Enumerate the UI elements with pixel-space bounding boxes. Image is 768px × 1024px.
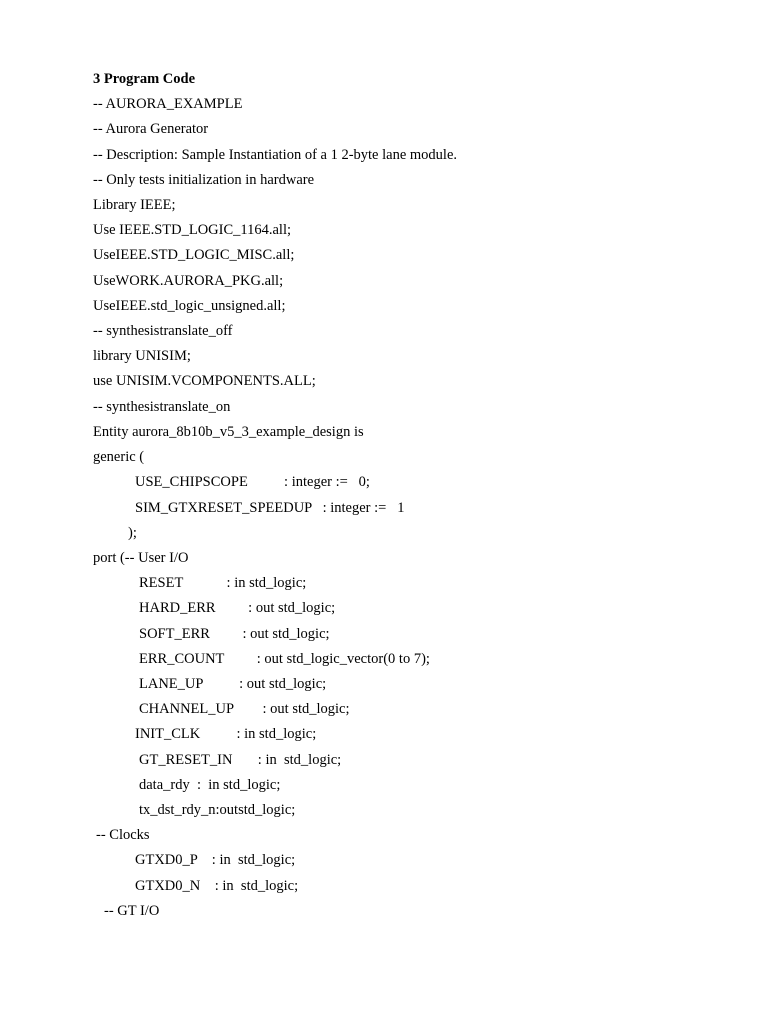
code-line: LANE_UP : out std_logic; — [139, 676, 327, 692]
code-line: library UNISIM; — [93, 348, 191, 364]
code-line: HARD_ERR : out std_logic; — [139, 600, 336, 616]
code-line: -- Clocks — [96, 827, 150, 843]
code-line: -- synthesistranslate_off — [93, 323, 233, 339]
code-line: Library IEEE; — [93, 197, 176, 213]
code-line: GT_RESET_IN : in std_logic; — [139, 752, 342, 768]
code-line: -- AURORA_EXAMPLE — [93, 96, 243, 112]
code-line: Entity aurora_8b10b_v5_3_example_design is — [93, 424, 364, 440]
section-heading: 3 Program Code — [93, 71, 196, 87]
code-line: generic ( — [93, 449, 145, 465]
code-line: USE_CHIPSCOPE : integer := 0; — [135, 474, 370, 490]
code-line: CHANNEL_UP : out std_logic; — [139, 701, 350, 717]
code-line: Use IEEE.STD_LOGIC_1164.all; — [93, 222, 292, 238]
code-line: SIM_GTXRESET_SPEEDUP : integer := 1 — [135, 500, 405, 516]
code-line: tx_dst_rdy_n:outstd_logic; — [139, 802, 296, 818]
code-line: -- GT I/O — [104, 903, 160, 919]
code-line: GTXD0_N : in std_logic; — [135, 878, 299, 894]
code-line: UseIEEE.STD_LOGIC_MISC.all; — [93, 247, 295, 263]
code-line: use UNISIM.VCOMPONENTS.ALL; — [93, 373, 316, 389]
code-line: -- Aurora Generator — [93, 121, 209, 137]
code-line: INIT_CLK : in std_logic; — [135, 726, 317, 742]
code-line: ERR_COUNT : out std_logic_vector(0 to 7); — [139, 651, 430, 667]
code-line: -- Description: Sample Instantiation of a 1 2-byte lane module. — [93, 147, 458, 163]
code-line: port (-- User I/O — [93, 550, 189, 566]
code-line: UseWORK.AURORA_PKG.all; — [93, 273, 284, 289]
code-line: SOFT_ERR : out std_logic; — [139, 626, 330, 642]
code-line: GTXD0_P : in std_logic; — [135, 852, 296, 868]
code-line: ); — [128, 525, 137, 541]
code-line: UseIEEE.std_logic_unsigned.all; — [93, 298, 286, 314]
code-line: -- synthesistranslate_on — [93, 399, 231, 415]
code-line: -- Only tests initialization in hardware — [93, 172, 315, 188]
code-line: RESET : in std_logic; — [139, 575, 307, 591]
code-line: data_rdy : in std_logic; — [139, 777, 281, 793]
